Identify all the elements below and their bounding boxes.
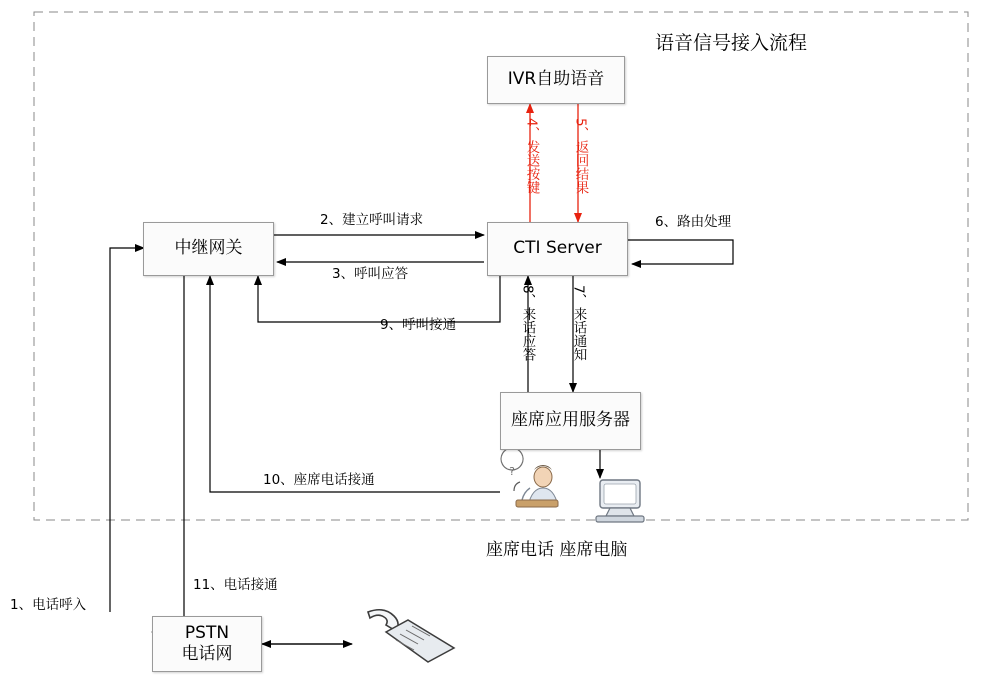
desk-telephone-illustration: [368, 610, 454, 662]
node-pstn-label-line1: PSTN: [184, 622, 230, 643]
device-caption: 座席电话 座席电脑: [486, 540, 628, 560]
node-cti-server[interactable]: [487, 222, 628, 276]
edge-label-1: 1、电话呼入: [10, 597, 87, 613]
edge-label-3: 3、呼叫应答: [332, 266, 409, 282]
edge-label-4-index: 4、: [523, 118, 540, 141]
edge-label-10: 10、座席电话接通: [263, 472, 375, 488]
edge-label-8-index: 8、: [519, 285, 536, 308]
edge-label-8: 来话应答: [519, 307, 536, 361]
edge-label-7-index: 7、: [570, 285, 587, 308]
edge-label-11: 11、电话接通: [193, 577, 278, 593]
node-agent-app-server[interactable]: [500, 392, 641, 450]
node-cti-server-label: CTI Server: [513, 238, 602, 259]
node-trunk-gateway[interactable]: [143, 222, 274, 276]
agent-computer-illustration: [596, 480, 644, 522]
node-pstn[interactable]: [152, 616, 262, 672]
edge-label-2: 2、建立呼叫请求: [320, 212, 424, 228]
svg-text:?: ?: [509, 465, 515, 478]
edge-label-5: 返回结果: [572, 140, 589, 194]
agent-phone-illustration: [501, 448, 558, 507]
edge-label-6: 6、路由处理: [655, 214, 732, 230]
edge-label-9: 9、呼叫接通: [380, 317, 457, 333]
node-ivr-label: IVR自助语音: [507, 69, 605, 90]
node-trunk-gateway-label: 中继网关: [174, 238, 243, 259]
node-ivr[interactable]: [487, 56, 625, 104]
node-pstn-label-line2: 电话网: [181, 644, 233, 664]
edge-label-7: 来话通知: [570, 307, 587, 361]
diagram-title: 语音信号接入流程: [655, 32, 808, 54]
edge-label-4: 发送按键: [523, 140, 540, 194]
edge-label-5-index: 5、: [572, 118, 589, 141]
node-agent-app-server-label: 座席应用服务器: [511, 410, 630, 431]
